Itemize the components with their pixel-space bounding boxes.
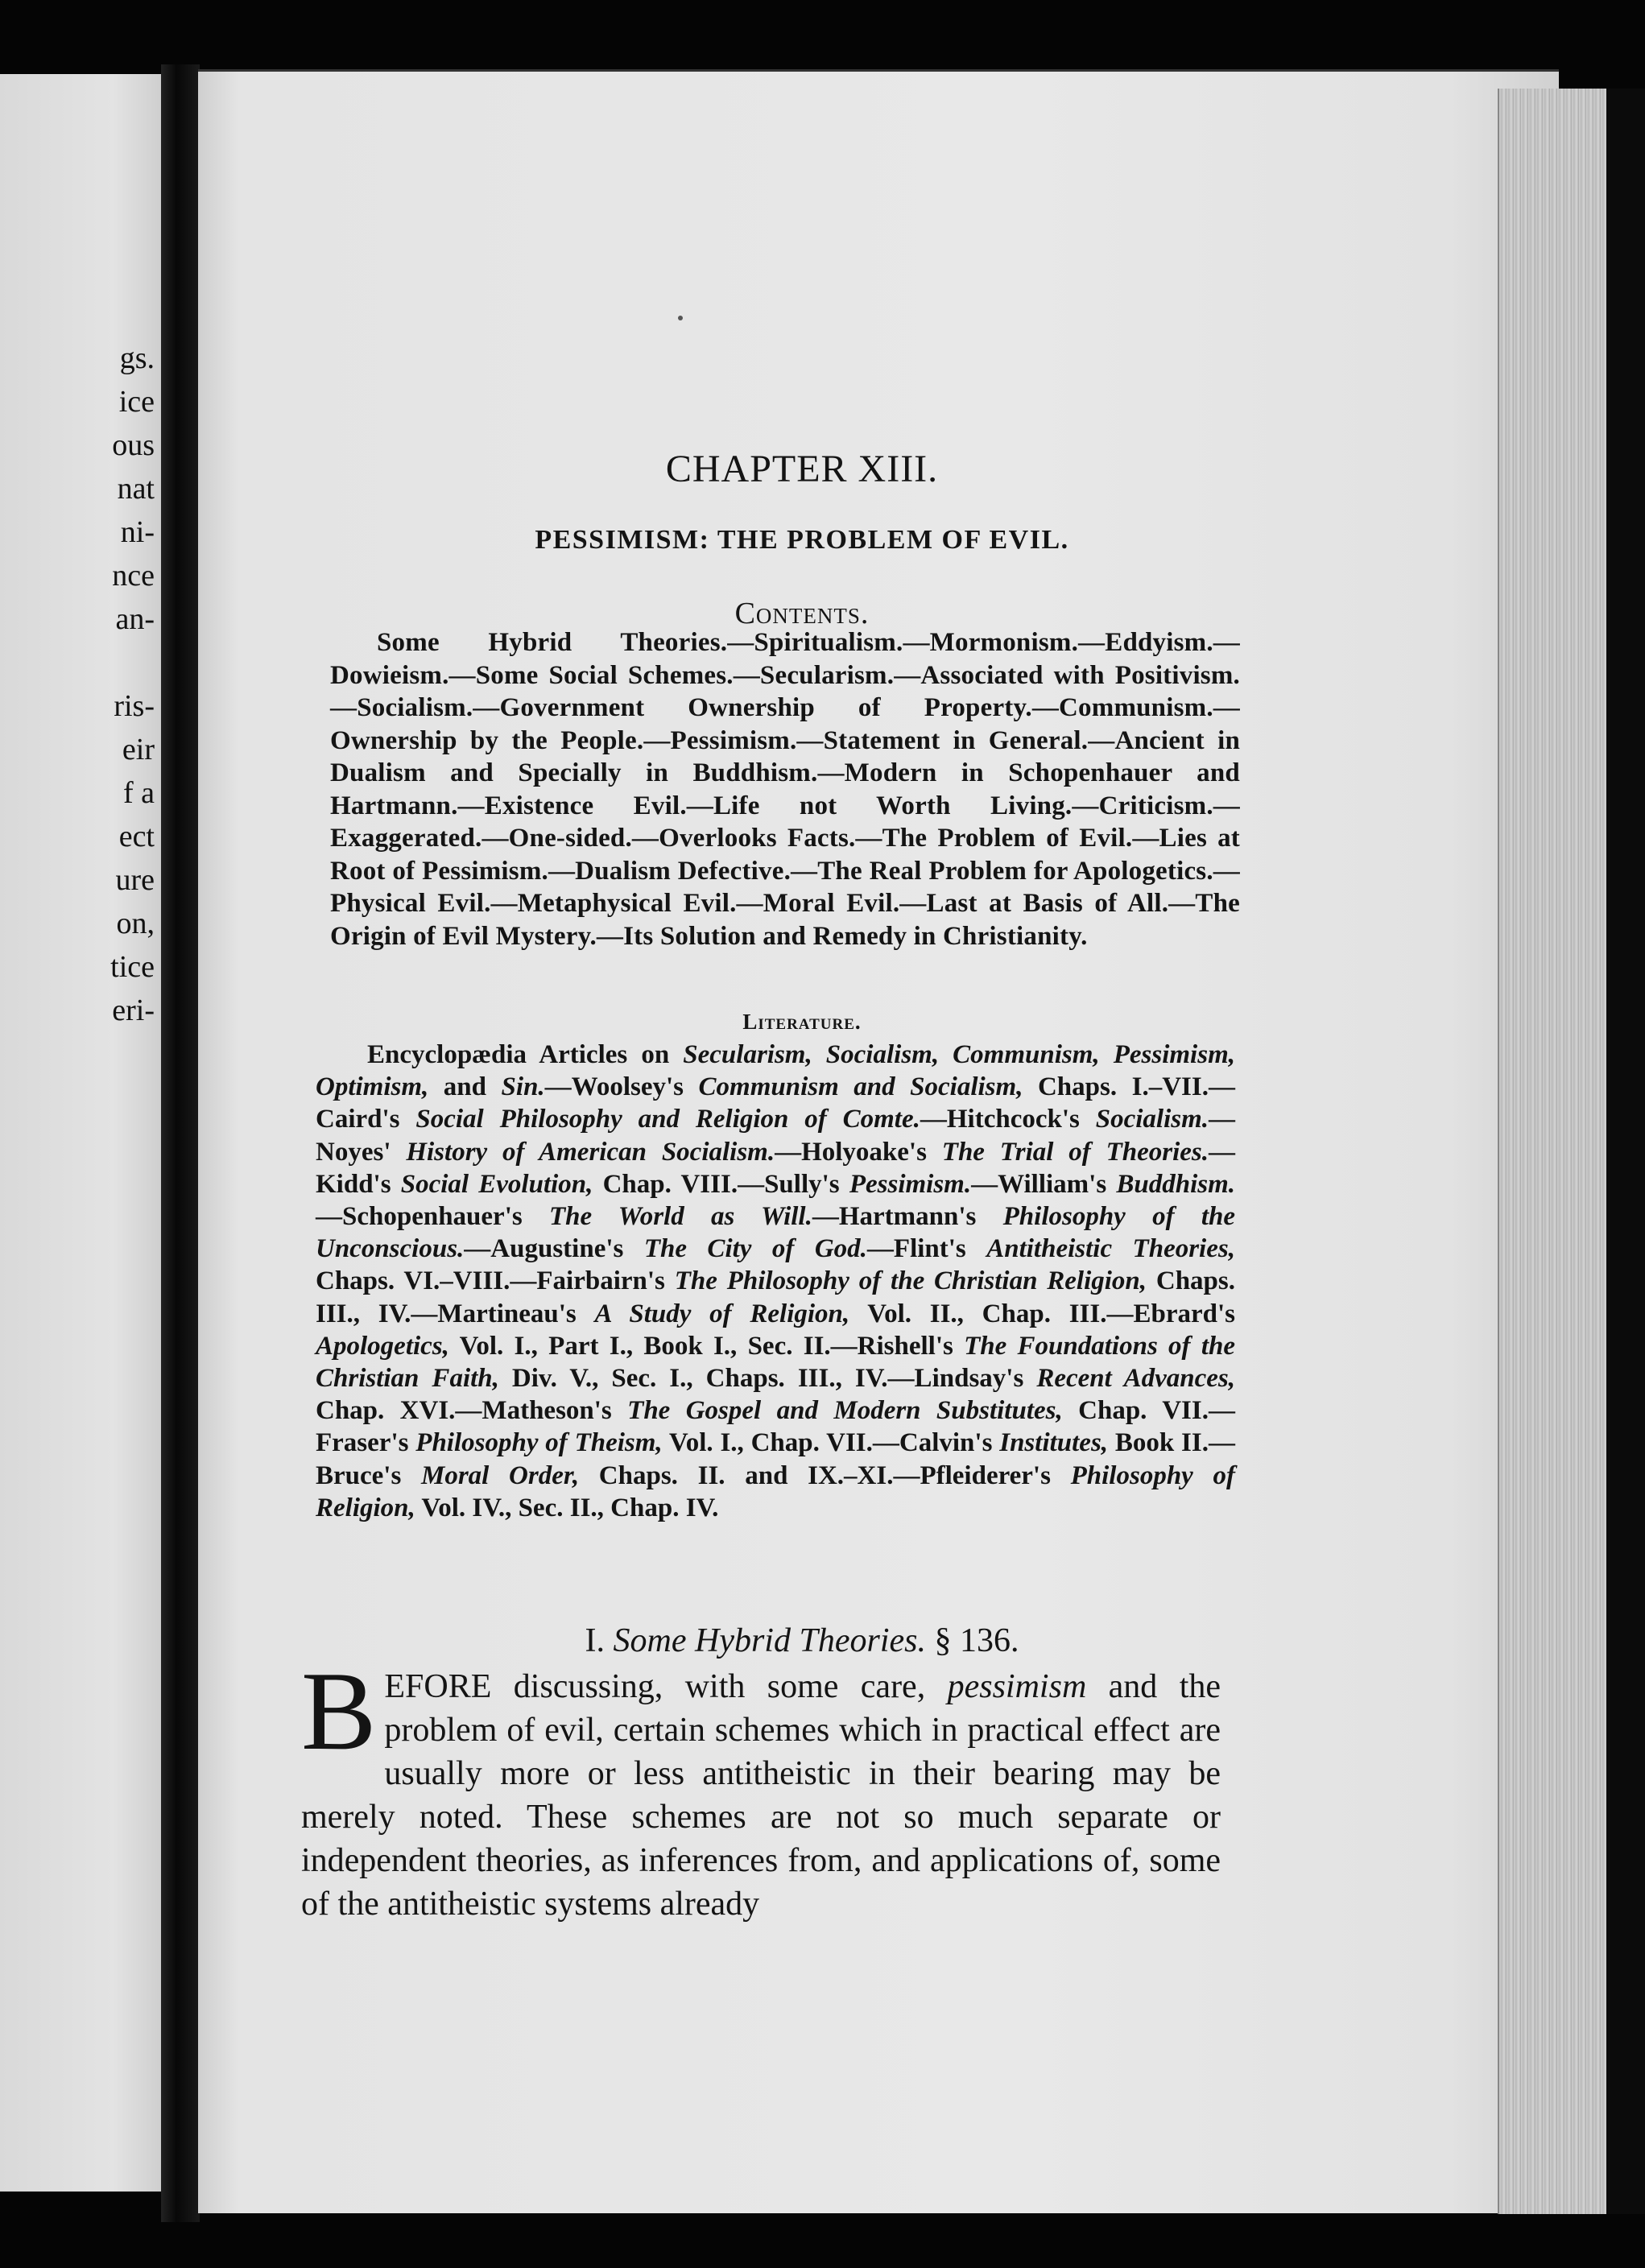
contents-summary: Some Hybrid Theories.—Spiritualism.—Mormonism.—Eddyism.—Dowieism.—Some Social Schemes.—Secularism.—Associated with Positivism.—Socialism.—Government Ownership of Property.—Communism.—Ownership by the People.—Pessimism.—Statement in General.—Ancient in Dualism and Specially in Buddhism.—Modern in Schopenhauer and Hartmann.—Existence Evil.—Life not Worth Living.—Criticism.—Exaggerated.—One-sided.—Overlooks Facts.—The Problem of Evil.—Lies at Root of Pessimism.—Dualism Defective.—The Real Problem for Apologetics.—Physical Evil.—Metaphysical Evil.—Moral Evil.—Last at Basis of All.—The Origin of Evil Mystery.—Its Solution and Remedy in Christianity. <box>330 628 1240 951</box>
text-run: Chap. VII.—Fraser's <box>316 1396 1235 1458</box>
facing-page-fragment: ous <box>112 428 155 462</box>
italic-text-run: Antitheistic Theories, <box>986 1234 1235 1264</box>
text-run: Div. V., Sec. I., Chaps. III., IV.—Lindsay's <box>498 1364 1037 1394</box>
italic-text-run: Moral Order, <box>421 1460 580 1490</box>
facing-page-fragment: ris- <box>114 689 155 723</box>
text-run: —Hitchcock's <box>920 1105 1096 1134</box>
italic-text-run: History of American Socialism. <box>406 1137 775 1167</box>
text-run: Chaps. II. and IX.–XI.—Pfleiderer's <box>579 1460 1071 1490</box>
text-run: Vol. I., Part I., Book I., Sec. II.—Rishell's <box>448 1331 965 1361</box>
book-gutter <box>161 64 200 2222</box>
page-edge-shadow <box>1606 89 1645 2214</box>
italic-text-run: The Trial of Theories. <box>941 1137 1209 1167</box>
italic-text-run: Institutes, <box>999 1428 1109 1458</box>
italic-text-run: Sin. <box>501 1072 545 1102</box>
italic-text-run: The Gospel and Modern Substitutes, <box>627 1396 1063 1426</box>
facing-page-fragment: an- <box>115 602 155 636</box>
body-paragraph <box>301 1649 1221 1926</box>
text-run: —Augustine's <box>464 1234 644 1264</box>
paper-speck <box>678 316 683 320</box>
text-run: —Hartmann's <box>812 1202 1003 1232</box>
facing-page-fragment: eir <box>122 733 155 766</box>
text-run: —Woolsey's <box>544 1072 699 1102</box>
text-run: —Schopenhauer's <box>316 1202 549 1232</box>
section-number: I. <box>585 1622 606 1659</box>
text-run: Chaps. I.–VII.—Caird's <box>316 1072 1235 1134</box>
italic-text-run: Philosophy of the Unconscious. <box>316 1202 1236 1264</box>
facing-page-fragment: tice <box>110 950 155 984</box>
page-edges <box>1498 89 1620 2214</box>
text-run: —Noyes' <box>316 1105 1236 1167</box>
text-run: Vol. I., Chap. VII.—Calvin's <box>662 1428 1000 1458</box>
literature-list <box>316 1039 1235 1524</box>
italic-text-run: The World as Will. <box>548 1202 812 1232</box>
text-run: and <box>428 1072 502 1102</box>
text-run: Chap. XVI.—Matheson's <box>316 1396 628 1426</box>
italic-text-run: Pessimism. <box>849 1169 972 1199</box>
text-run: —Kidd's <box>316 1137 1235 1199</box>
contents-heading: Contents. <box>734 597 870 630</box>
italic-text-run: Socialism. <box>1095 1105 1209 1134</box>
section-title: Some Hybrid Theories. <box>613 1622 926 1659</box>
facing-page-fragment: on, <box>116 907 155 940</box>
facing-page-text-fragments <box>0 337 161 1032</box>
drop-cap: B <box>301 1649 377 1774</box>
text-run: Vol. IV., Sec. II., Chap. IV. <box>415 1493 719 1522</box>
italic-text-run: Philosophy of Religion, <box>316 1460 1235 1522</box>
italic-text-run: Philosophy of Theism, <box>415 1428 663 1458</box>
italic-text-run: Social Evolution, <box>400 1169 593 1199</box>
italic-text-run: Apologetics, <box>316 1331 449 1361</box>
facing-page-fragment: nat <box>117 472 155 506</box>
text-run: —Holyoake's <box>775 1137 942 1167</box>
lead-word: EFORE <box>384 1668 492 1705</box>
facing-page-fragment: f a <box>122 776 155 810</box>
body-text-rest <box>301 1649 1221 1923</box>
text-run: Encyclopædia Articles on <box>367 1040 684 1069</box>
text-run: Chap. VIII.—Sully's <box>593 1169 849 1199</box>
italic-text-run: Buddhism. <box>1116 1169 1236 1199</box>
facing-page-fragment <box>0 641 161 684</box>
section-mark: § 136. <box>934 1622 1019 1659</box>
text-run: —William's <box>971 1169 1117 1199</box>
italic-text-run: A Study of Religion, <box>594 1299 850 1328</box>
italic-text-run: The Foundations of the Christian Faith, <box>316 1331 1235 1394</box>
literature-heading: Literature. <box>742 1010 862 1034</box>
text-run: Vol. II., Chap. III.—Ebrard's <box>849 1299 1235 1328</box>
facing-page-fragment: ice <box>118 385 155 419</box>
facing-page-fragment: nce <box>112 559 155 593</box>
facing-page-fragment: ure <box>115 863 155 897</box>
italic-text-run: The Philosophy of the Christian Religion, <box>674 1266 1147 1296</box>
text-run: Chaps. III., IV.—Martineau's <box>316 1266 1236 1328</box>
text-run: and the problem of evil, certain schemes which in practical effect are usually more or less antitheistic in their bearing may be merely noted. These schemes are not so much separate or independent theories, as inferences from, and applications of, some of the antitheistic systems already <box>301 1668 1221 1923</box>
italic-text-run: Recent Advances, <box>1036 1364 1236 1394</box>
text-run: Book II.—Bruce's <box>316 1428 1235 1490</box>
italic-text-run: Social Philosophy and Religion of Comte. <box>415 1105 920 1134</box>
section-heading <box>198 1621 1406 1660</box>
text-run: discussing, with some care, <box>491 1668 948 1705</box>
italic-text-run: The City of God. <box>643 1234 867 1264</box>
facing-page-fragment: ni- <box>120 515 155 549</box>
text-run: —Flint's <box>866 1234 987 1264</box>
italic-text-run: Secularism, Socialism, Communism, Pessimism, Optimism, <box>316 1040 1235 1102</box>
facing-page-fragment: ect <box>118 820 155 853</box>
chapter-title: CHAPTER XIII. <box>665 448 939 490</box>
text-run: Chaps. VI.–VIII.—Fairbairn's <box>316 1266 675 1296</box>
italic-text-run: pessimism <box>947 1668 1087 1705</box>
facing-page-fragment: eri- <box>112 994 155 1027</box>
chapter-subtitle: PESSIMISM: THE PROBLEM OF EVIL. <box>535 525 1069 555</box>
italic-text-run: Communism and Socialism, <box>698 1072 1023 1102</box>
facing-page-fragment: gs. <box>119 341 155 375</box>
